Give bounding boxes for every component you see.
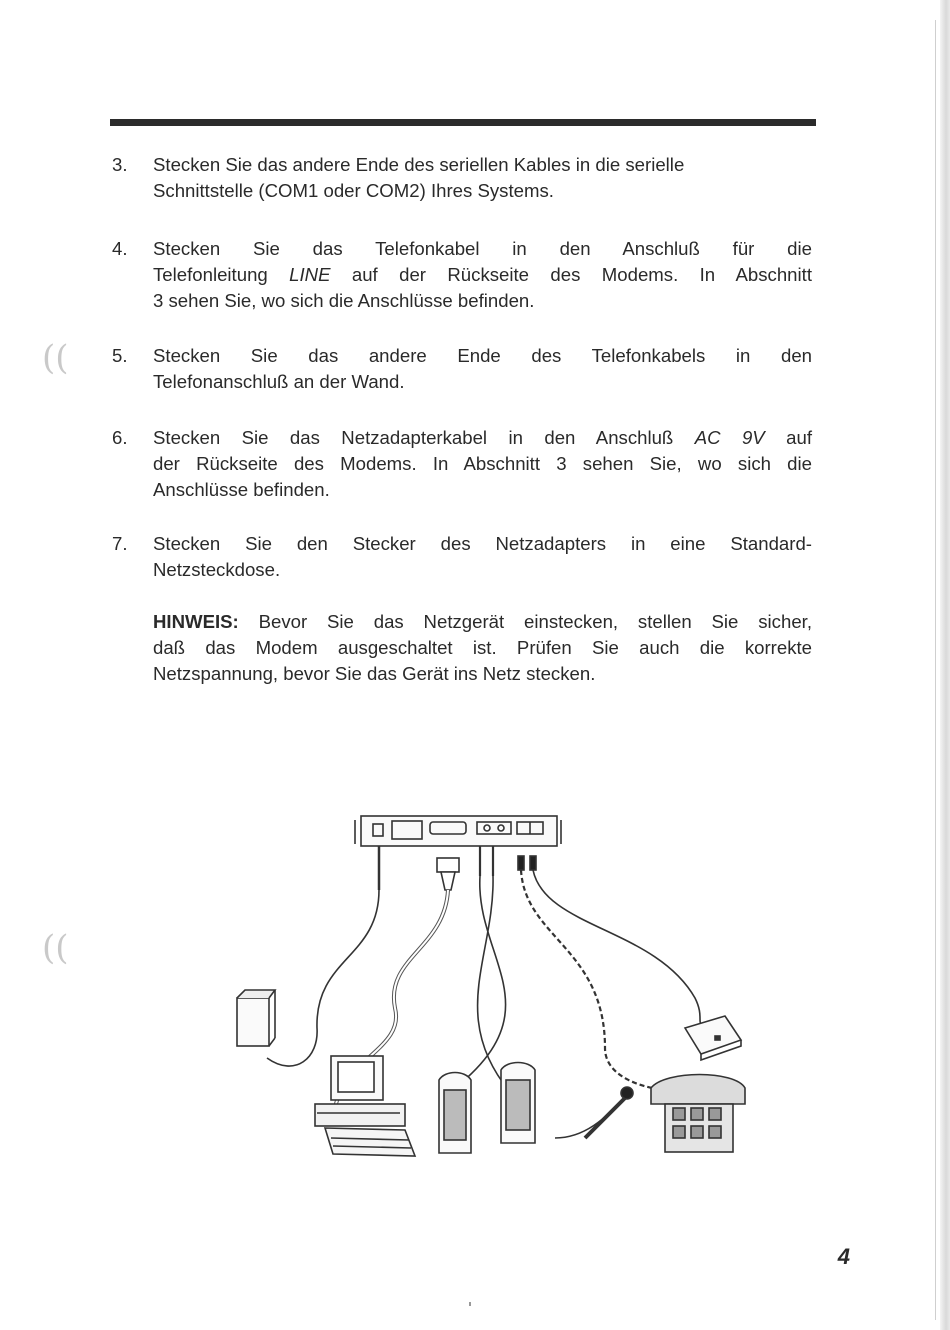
margin-mark: (( xyxy=(42,928,69,968)
step-text-line: Stecken Sie den Stecker des Netzadapters in eine Standard- xyxy=(153,533,812,554)
step-text-line xyxy=(153,425,812,451)
step-number: 3. xyxy=(112,154,128,175)
microphone-illustration xyxy=(585,1087,633,1138)
note-text: Bevor Sie das Netzgerät einstecken, stellen Sie sicher, xyxy=(238,611,812,632)
step-text: Telefonleitung xyxy=(153,264,290,285)
left-speaker-illustration xyxy=(439,1073,471,1154)
step-text-line: Stecken Sie das andere Ende des Telefonkabels in den xyxy=(153,345,812,366)
step-5 xyxy=(112,343,812,395)
step-3 xyxy=(112,152,812,204)
port-label-line: LINE xyxy=(289,264,331,285)
page-edge-line xyxy=(935,20,936,1320)
step-number: 4. xyxy=(112,238,128,259)
step-text: auf der Rückseite des Modems. In Abschnitt xyxy=(330,264,812,285)
step-text: auf xyxy=(764,427,812,448)
step-text-line: Anschlüsse befinden. xyxy=(153,479,330,500)
step-text-line: der Rückseite des Modems. In Abschnitt 3 sehen Sie, wo sich die xyxy=(153,453,812,474)
connection-diagram xyxy=(225,808,765,1168)
step-text-line: Schnittstelle (COM1 oder COM2) Ihres Systems. xyxy=(153,180,554,201)
note-line: Netzspannung, bevor Sie das Gerät ins Netz stecken. xyxy=(153,663,596,684)
step-text-line: Netzsteckdose. xyxy=(153,559,281,580)
right-speaker-illustration xyxy=(501,1063,535,1144)
scan-speck xyxy=(469,1302,471,1306)
note-line xyxy=(153,609,812,635)
note-line: daß das Modem ausgeschaltet ist. Prüfen Sie auch die korrekte xyxy=(153,637,812,658)
step-number: 5. xyxy=(112,345,128,366)
keyboard xyxy=(325,1128,415,1156)
computer-illustration xyxy=(315,1056,415,1156)
power-cable xyxy=(267,890,379,1066)
note-block xyxy=(153,609,812,687)
line-cable xyxy=(533,870,705,1028)
step-text-line: Stecken Sie das andere Ende des seriellen Kables in die serielle xyxy=(153,154,685,175)
telephone-illustration xyxy=(651,1075,745,1153)
modem-illustration xyxy=(355,816,561,846)
page-edge xyxy=(940,0,950,1330)
step-text: Stecken Sie das Netzadapterkabel in den Anschluß xyxy=(153,427,695,448)
step-text-line: 3 sehen Sie, wo sich die Anschlüsse befinden. xyxy=(153,290,535,311)
header-rule xyxy=(110,119,816,126)
wall-jack-illustration xyxy=(685,1016,741,1060)
step-6 xyxy=(112,425,812,503)
step-number: 6. xyxy=(112,427,128,448)
step-text-line: Stecken Sie das Telefonkabel in den Anschluß für die xyxy=(153,238,812,259)
note-label: HINWEIS: xyxy=(153,611,239,632)
margin-mark: (( xyxy=(42,338,69,378)
step-7 xyxy=(112,531,812,583)
speaker-cable xyxy=(455,876,506,1088)
step-text-line: Telefonanschluß an der Wand. xyxy=(153,371,405,392)
port-label-ac9v: AC 9V xyxy=(694,427,765,448)
power-adapter-illustration xyxy=(237,990,275,1046)
page-number: 4 xyxy=(837,1244,850,1269)
step-text-line xyxy=(153,262,812,288)
telephone-cable xyxy=(521,870,665,1090)
step-number: 7. xyxy=(112,533,128,554)
step-4 xyxy=(112,236,812,314)
